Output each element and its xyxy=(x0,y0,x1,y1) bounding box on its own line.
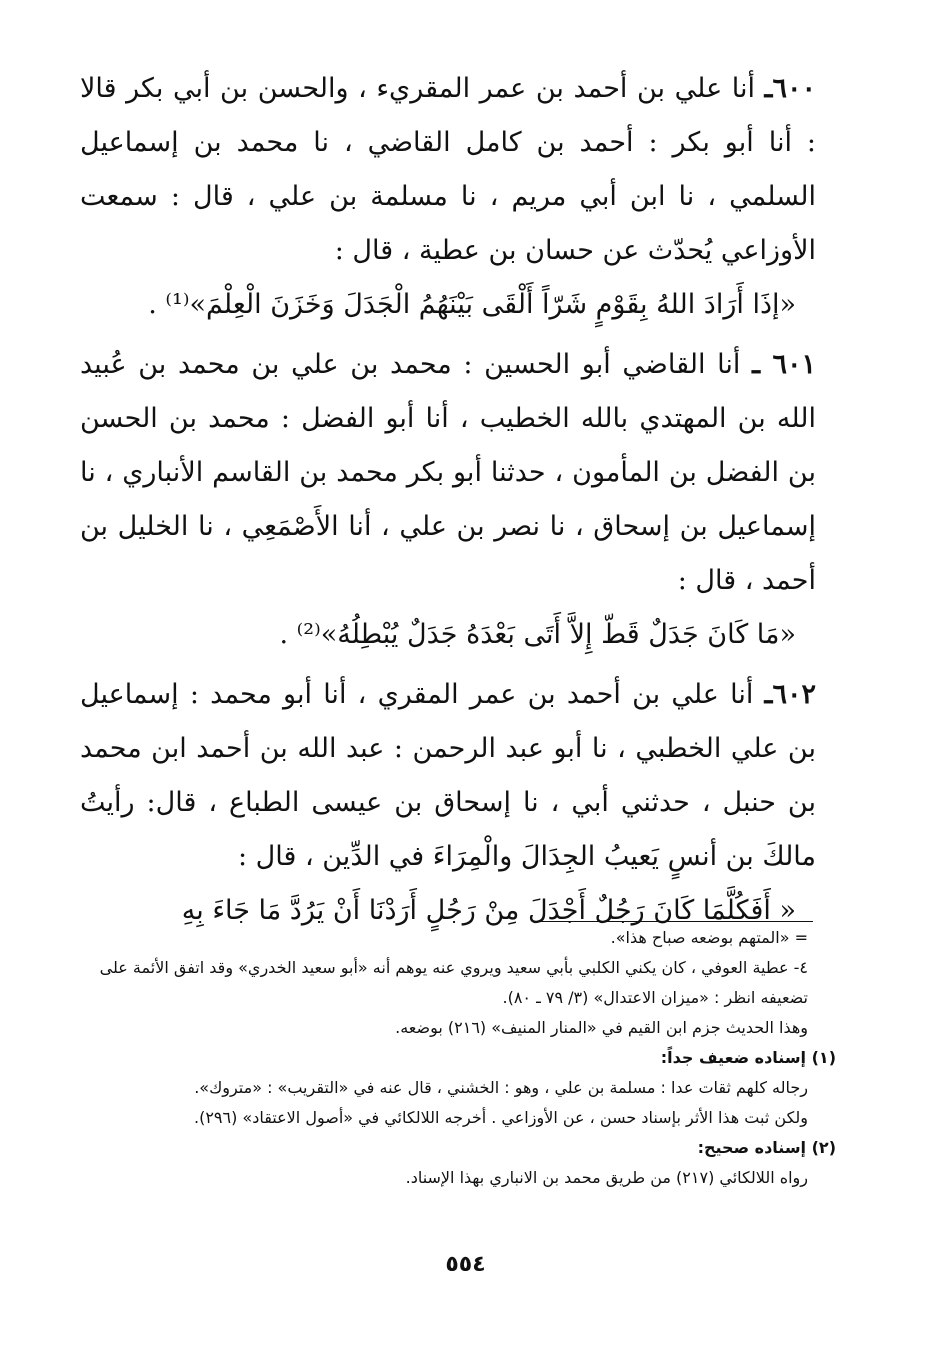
page-number: ٥٥٤ xyxy=(445,1252,486,1277)
footnote-1-heading: (١) إسناده ضعيف جداً: xyxy=(660,1048,836,1067)
footnote-1-line: ولكن ثبت هذا الأثر بإسناد حسن ، عن الأوزاعي . أخرجه اللالكائي في «أصول الاعتقاد» (٢٩٦). xyxy=(193,1108,808,1127)
entry-600 xyxy=(80,62,816,278)
footnote-1-line: رجاله كلهم ثقات عدا : مسلمة بن علي ، وهو : الخشني ، قال عنه في «التقريب» : «متروك». xyxy=(194,1078,808,1097)
footnote-2-heading: (٢) إسناده صحيح: xyxy=(697,1138,836,1157)
footnote-atiyya: ٤- عطية العوفي ، كان يكني الكلبي بأبي سعيد ويروي عنه يوهم أنه «أبو سعيد الخدري» وقد اتفق الأئمة على تضعيفه انظر : «ميزان الاعتدال» (٣/ ٧٩ ـ ٨٠). xyxy=(99,958,808,1007)
footnotes xyxy=(90,923,836,1193)
entry-text: أنا القاضي أبو الحسين : محمد بن علي بن محمد بن عُبيد الله بن المهتدي بالله الخطيب ، أنا أبو الفضل : محمد بن الحسن بن الفضل بن المأمون ، حدثنا أبو بكر محمد بن القاسم الأنباري ، نا إسماعيل بن إسحاق ، نا نصر بن علي ، أنا الأَصْمَعِي ، نا الخليل بن أحمد ، قال : xyxy=(80,349,816,596)
quote-602: « أَفَكُلَّمَا كَانَ رَجُلٌ أَجْدَلَ مِنْ رَجُلٍ أَرَدْنَا أَنْ يَرُدَّ مَا جَاءَ بِهِ xyxy=(181,895,796,926)
footnote-hadith-note: وهذا الحديث جزم ابن القيم في «المنار المنيف» (٢١٦) بوضعه. xyxy=(395,1018,808,1037)
footnote-2-line: رواه اللالكائي (٢١٧) من طريق محمد بن الانباري بهذا الإسناد. xyxy=(405,1168,808,1187)
entry-text: أنا علي بن أحمد بن عمر المقري ، أنا أبو محمد : إسماعيل بن علي الخطبي ، نا أبو عبد الرحمن : عبد الله بن أحمد ابن محمد بن حنبل ، حدثني أبي ، نا إسحاق بن عيسى الطباع ، قال: رأيتُ مالكَ بن أنسٍ يَعيبُ الجِدَالَ والْمِرَاءَ في الدِّين ، قال : xyxy=(80,679,816,872)
quote-600: «إذَا أَرَادَ اللهُ بِقَوْمٍ شَرّاً أَلْقَى بَيْنَهُمُ الْجَدَلَ وَخَزَنَ الْعِلْمَ»⁽¹⁾ . xyxy=(148,289,796,320)
quote-601: «مَا كَانَ جَدَلٌ قَطّ إِلاَّ أَتَى بَعْدَهُ جَدَلٌ يُبْطِلُهُ»⁽²⁾ . xyxy=(279,619,796,650)
footnote-divider xyxy=(538,921,813,922)
entry-602 xyxy=(80,668,816,884)
footnote-continuation: = «المتهم بوضعه صباح هذا». xyxy=(610,928,808,947)
main-text xyxy=(80,62,816,938)
entry-number: ٦٠٢ـ xyxy=(764,679,816,710)
entry-number: ٦٠٠ـ xyxy=(764,73,816,104)
entry-text: أنا علي بن أحمد بن عمر المقريء ، والحسن بن أبي بكر قالا : أنا أبو بكر : أحمد بن كامل القاضي ، نا محمد بن إسماعيل السلمي ، نا ابن أبي مريم ، نا مسلمة بن علي ، قال : سمعت الأوزاعي يُحدّث عن حسان بن عطية ، قال : xyxy=(80,73,816,266)
entry-601 xyxy=(80,338,816,608)
entry-number: ٦٠١ ـ xyxy=(752,349,816,380)
